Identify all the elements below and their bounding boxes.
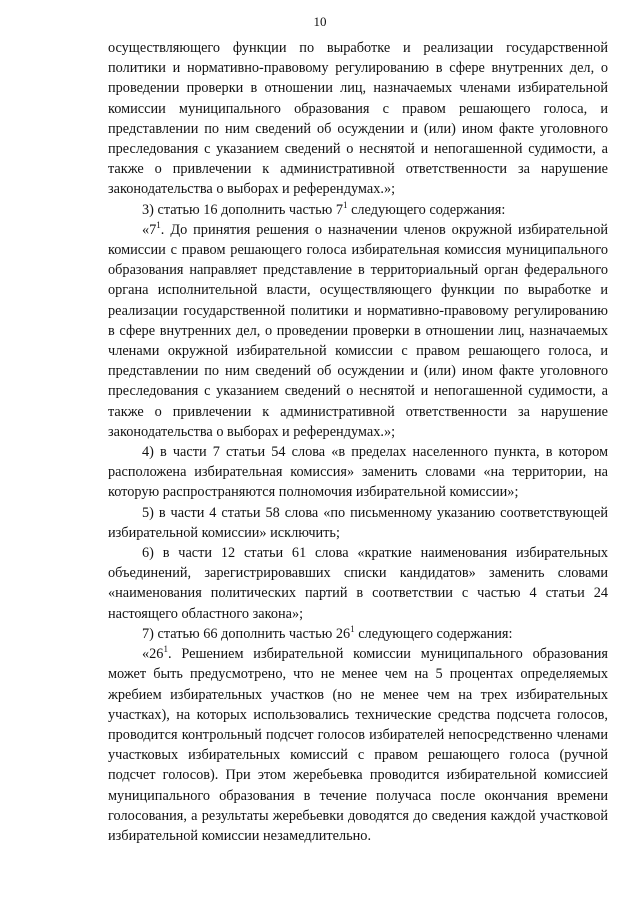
paragraph-text: 7) статью 66 дополнить частью 26 xyxy=(142,625,351,642)
superscript-index: 1 xyxy=(163,644,168,655)
paragraph-text: . До принятия решения о назначении членов окружной избирательной комиссии с правом решающего голоса избирательная комиссия муниципального образования направляет представление в территориальный орган федерального органа исполнительной власти, осуществляющего функции по выработке и реализации государственной политики и нормативно-правовому регулированию в сфере внутренних дел, о проведении проверки в отношении лиц, назначаемых членами окружной избирательной комиссии с правом решающего голоса, и представлении по ним сведений об осуждении и (или) ином факте уголовного преследования с указанием сведений о неснятой и непогашенной судимости, а также о привлечении к административной ответственности за нарушение законодательства о выборах и референдумах.»; xyxy=(108,221,608,440)
paragraph-text: 4) в части 7 статьи 54 слова «в пределах населенного пункта, в котором расположена избирательная комиссия» заменить словами «на территории, на которую распространяются полномочия избирательной комиссии»; xyxy=(108,444,608,501)
page-number: 10 xyxy=(313,14,327,29)
paragraph-text: следующего содержания: xyxy=(354,625,513,642)
paragraph-item-7 xyxy=(108,624,608,644)
paragraph-item-6 xyxy=(108,543,608,624)
paragraph-item-5 xyxy=(108,503,608,543)
superscript-index: 1 xyxy=(343,199,348,210)
document-body xyxy=(108,38,608,846)
paragraph-text: 5) в части 4 статьи 58 слова «по письменному указанию соответствующей избирательной комиссии» исключить; xyxy=(108,504,608,541)
paragraph-item-3 xyxy=(108,200,608,220)
paragraph-part-26-1 xyxy=(108,644,608,846)
paragraph-item-4 xyxy=(108,442,608,503)
paragraph-text: 6) в части 12 статьи 61 слова «краткие наименования избирательных объединений, зарегистрировавших списки кандидатов» заменить словами «наименования политических партий в соответствии с частью 4 статьи 24 настоящего областного закона»; xyxy=(108,545,608,622)
paragraph-text: . Решением избирательной комиссии муниципального образования может быть предусмотрено, что не менее чем на 5 процентах определяемых жребием избирательных участков (но не менее чем на трех избирательных участках), на которых использовались технические средства подсчета голосов, проводится контрольный подсчет голосов избирателей непосредственно членами участковых избирательных комиссий с правом решающего голоса (ручной подсчет голосов). При этом жеребьевка проводится избирательной комиссией муниципального образования в течение получаса после окончания времени голосования, а результаты жеребьевки доводятся до сведения каждой участковой избирательной комиссии незамедлительно. xyxy=(108,646,608,844)
paragraph-text: следующего содержания: xyxy=(347,201,506,218)
paragraph-text: «7 xyxy=(142,221,157,238)
paragraph-continuation xyxy=(108,38,608,200)
paragraph-text: «26 xyxy=(142,646,164,663)
paragraph-text: 3) статью 16 дополнить частью 7 xyxy=(142,201,343,218)
paragraph-part-7-1 xyxy=(108,220,608,442)
paragraph-text: осуществляющего функции по выработке и реализации государственной политики и нормативно-правовому регулированию в сфере внутренних дел, о проведении проверки в отношении лиц, назначаемых членами избирательной комиссии муниципального образования с правом решающего голоса, и представлении по ним сведений об осуждении и (или) ином факте уголовного преследования с указанием сведений о неснятой и непогашенной судимости, а также о привлечении к административной ответственности за нарушение законодательства о выборах и референдумах.»; xyxy=(108,40,608,198)
superscript-index: 1 xyxy=(156,220,161,231)
superscript-index: 1 xyxy=(350,624,355,635)
